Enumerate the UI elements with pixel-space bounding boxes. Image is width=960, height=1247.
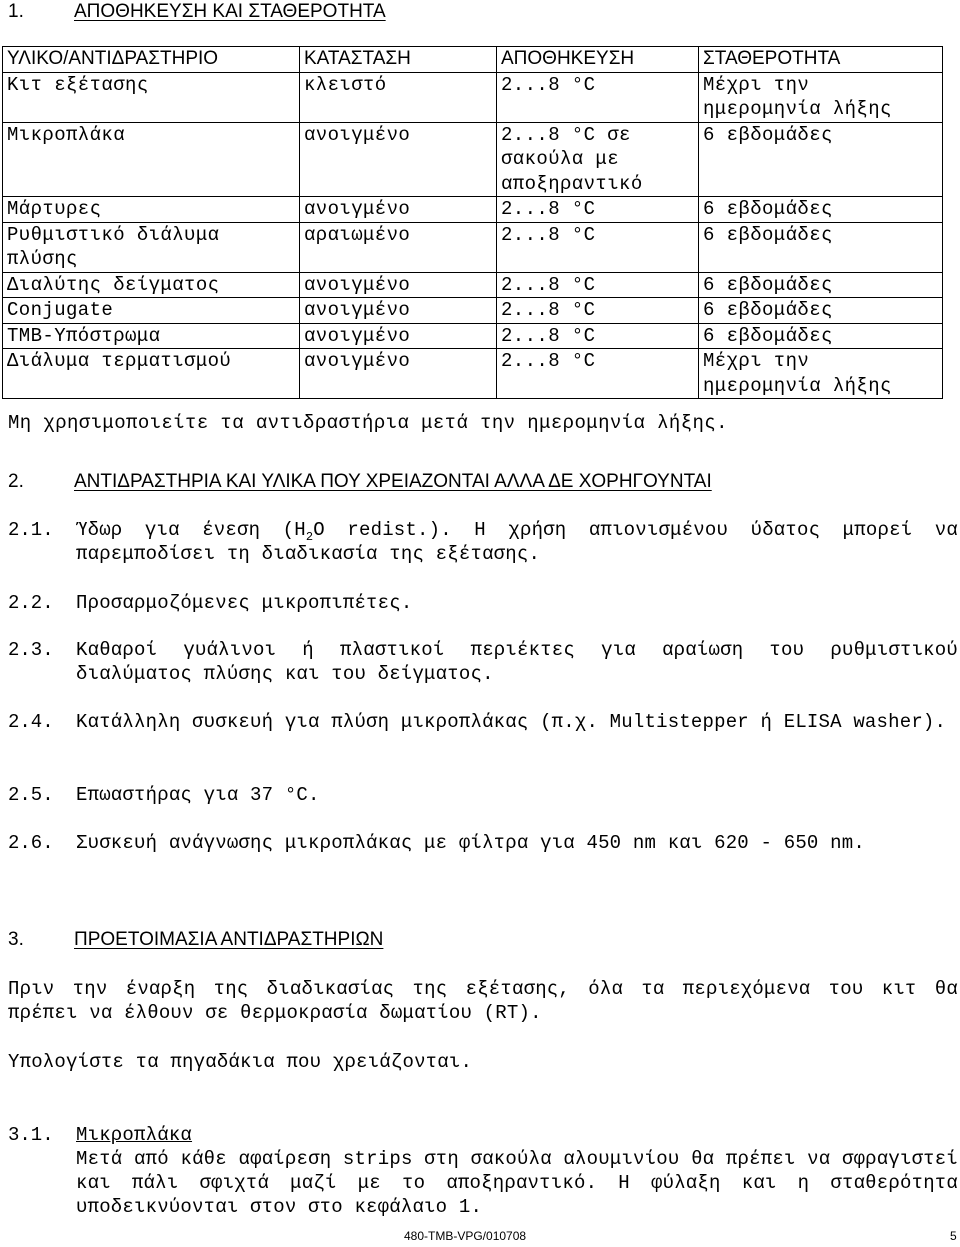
table-cell: 2...8 °C bbox=[497, 323, 699, 349]
section-title: ΑΝΤΙΔΡΑΣΤΗΡΙΑ ΚΑΙ ΥΛΙΚΑ ΠΟΥ ΧΡΕΙΑΖΟΝΤΑΙ ΑΛΛΑ ΔΕ ΧΟΡΗΓΟΥΝΤΑΙ bbox=[74, 471, 712, 492]
section-number: 1. bbox=[8, 1, 24, 22]
table-cell: 2...8 °C bbox=[497, 298, 699, 324]
page-number: 5 bbox=[950, 1229, 957, 1243]
column-header: ΚΑΤΑΣΤΑΣΗ bbox=[300, 47, 497, 73]
item-number: 2.2. bbox=[8, 592, 54, 614]
table-cell: ανοιγμένο bbox=[300, 349, 497, 399]
section-title: ΑΠΟΘΗΚΕΥΣΗ ΚΑΙ ΣΤΑΘΕΡΟΤΗΤΑ bbox=[74, 1, 386, 22]
material-item bbox=[8, 710, 958, 734]
item-text: Μετά από κάθε αφαίρεση strips στη σακούλα αλουμινίου θα πρέπει να σφραγιστεί και πάλι σφιχτά μαζί με το αποξηραντικό. Η φύλαξη και η σταθερότητα υποδεικνύονται στον στο κεφάλαιο 1. bbox=[76, 1148, 958, 1218]
material-item bbox=[8, 831, 958, 855]
material-item bbox=[8, 518, 958, 566]
table-row bbox=[3, 323, 943, 349]
column-header: ΥΛΙΚΟ/ΑΝΤΙΔΡΑΣΤΗΡΙΟ bbox=[3, 47, 300, 73]
table-cell: Ρυθμιστικό διάλυμα πλύσης bbox=[3, 222, 300, 272]
table-row bbox=[3, 197, 943, 223]
table-cell: 6 εβδομάδες bbox=[699, 222, 943, 272]
item-number: 2.6. bbox=[8, 832, 54, 854]
table-cell: ανοιγμένο bbox=[300, 197, 497, 223]
item-text: Προσαρμοζόμενες μικροπιπέτες. bbox=[76, 592, 413, 614]
table-row bbox=[3, 349, 943, 399]
item-number: 3.1. bbox=[8, 1124, 54, 1146]
column-header: ΣΤΑΘΕΡΟΤΗΤΑ bbox=[699, 47, 943, 73]
table-cell: ανοιγμένο bbox=[300, 122, 497, 197]
item-text: Επωαστήρας για 37 °C. bbox=[76, 784, 320, 806]
table-row bbox=[3, 122, 943, 197]
material-item bbox=[8, 783, 958, 807]
table-cell: ανοιγμένο bbox=[300, 272, 497, 298]
table-cell: Διάλυμα τερματισμού bbox=[3, 349, 300, 399]
table-cell: Μέχρι την ημερομηνία λήξης bbox=[699, 349, 943, 399]
material-item bbox=[8, 591, 958, 615]
prep-paragraph: Πριν την έναρξη της διαδικασίας της εξέτασης, όλα τα περιεχόμενα του κιτ θα πρέπει να έλθουν σε θερμοκρασία δωματίου (RT). bbox=[8, 978, 958, 1024]
table-cell: 6 εβδομάδες bbox=[699, 197, 943, 223]
section-number: 2. bbox=[8, 471, 24, 492]
table-cell: Μάρτυρες bbox=[3, 197, 300, 223]
column-header: ΑΠΟΘΗΚΕΥΣΗ bbox=[497, 47, 699, 73]
item-number: 2.4. bbox=[8, 711, 54, 733]
table-cell: Διαλύτης δείγματος bbox=[3, 272, 300, 298]
table-cell: TMB-Υπόστρωμα bbox=[3, 323, 300, 349]
table-cell: 2...8 °C bbox=[497, 222, 699, 272]
table-cell: 6 εβδομάδες bbox=[699, 272, 943, 298]
table-cell: Μέχρι την ημερομηνία λήξης bbox=[699, 72, 943, 122]
material-item bbox=[8, 638, 958, 686]
table-row bbox=[3, 72, 943, 122]
table-cell: 6 εβδομάδες bbox=[699, 298, 943, 324]
section-3-heading bbox=[8, 928, 383, 952]
table-row bbox=[3, 298, 943, 324]
item-text: Καθαροί γυάλινοι ή πλαστικοί περιέκτες για αραίωση του ρυθμιστικού διαλύματος πλύσης και του δείγματος. bbox=[76, 639, 958, 685]
section-2-heading bbox=[8, 470, 712, 494]
item-title: Μικροπλάκα bbox=[76, 1124, 193, 1146]
item-text: Συσκευή ανάγνωσης μικροπλάκας με φίλτρα για 450 nm και 620 - 650 nm. bbox=[76, 832, 865, 854]
table-cell: Μικροπλάκα bbox=[3, 122, 300, 197]
table-cell: 2...8 °C σε σακούλα με αποξηραντικό bbox=[497, 122, 699, 197]
prep-item bbox=[8, 1123, 958, 1219]
table-cell: ανοιγμένο bbox=[300, 323, 497, 349]
table-cell: 6 εβδομάδες bbox=[699, 323, 943, 349]
table-cell: 2...8 °C bbox=[497, 272, 699, 298]
prep-paragraph: Υπολογίστε τα πηγαδάκια που χρειάζονται. bbox=[8, 1051, 473, 1073]
document-code: 480-TMB-VPG/010708 bbox=[404, 1229, 527, 1243]
table-cell: αραιωμένο bbox=[300, 222, 497, 272]
section-1-heading bbox=[8, 0, 386, 24]
section-title: ΠΡΟΕΤΟΙΜΑΣΙΑ ΑΝΤΙΔΡΑΣΤΗΡΙΩΝ bbox=[74, 929, 384, 950]
table-row bbox=[3, 272, 943, 298]
table-cell: Conjugate bbox=[3, 298, 300, 324]
item-text: Ύδωρ για ένεση ($H_2O$ redist.). Η χρήση απιονισμένου ύδατος μπορεί να παρεμποδίσει τη διαδικασία της εξέτασης. bbox=[76, 519, 958, 565]
item-text: Κατάλληλη συσκευή για πλύση μικροπλάκας (π.χ. Multistepper ή ELISA washer). bbox=[76, 711, 947, 733]
table-row bbox=[3, 222, 943, 272]
table-header-row bbox=[3, 47, 943, 73]
storage-stability-table bbox=[2, 46, 943, 399]
table-cell: 2...8 °C bbox=[497, 72, 699, 122]
item-number: 2.3. bbox=[8, 639, 54, 661]
item-number: 2.1. bbox=[8, 519, 54, 541]
table-cell: 2...8 °C bbox=[497, 349, 699, 399]
table-cell: 6 εβδομάδες bbox=[699, 122, 943, 197]
item-number: 2.5. bbox=[8, 784, 54, 806]
expiry-note: Μη χρησιμοποιείτε τα αντιδραστήρια μετά την ημερομηνία λήξης. bbox=[8, 412, 728, 434]
section-number: 3. bbox=[8, 929, 24, 950]
table-cell: 2...8 °C bbox=[497, 197, 699, 223]
table-cell: Κιτ εξέτασης bbox=[3, 72, 300, 122]
table-cell: ανοιγμένο bbox=[300, 298, 497, 324]
table-cell: κλειστό bbox=[300, 72, 497, 122]
